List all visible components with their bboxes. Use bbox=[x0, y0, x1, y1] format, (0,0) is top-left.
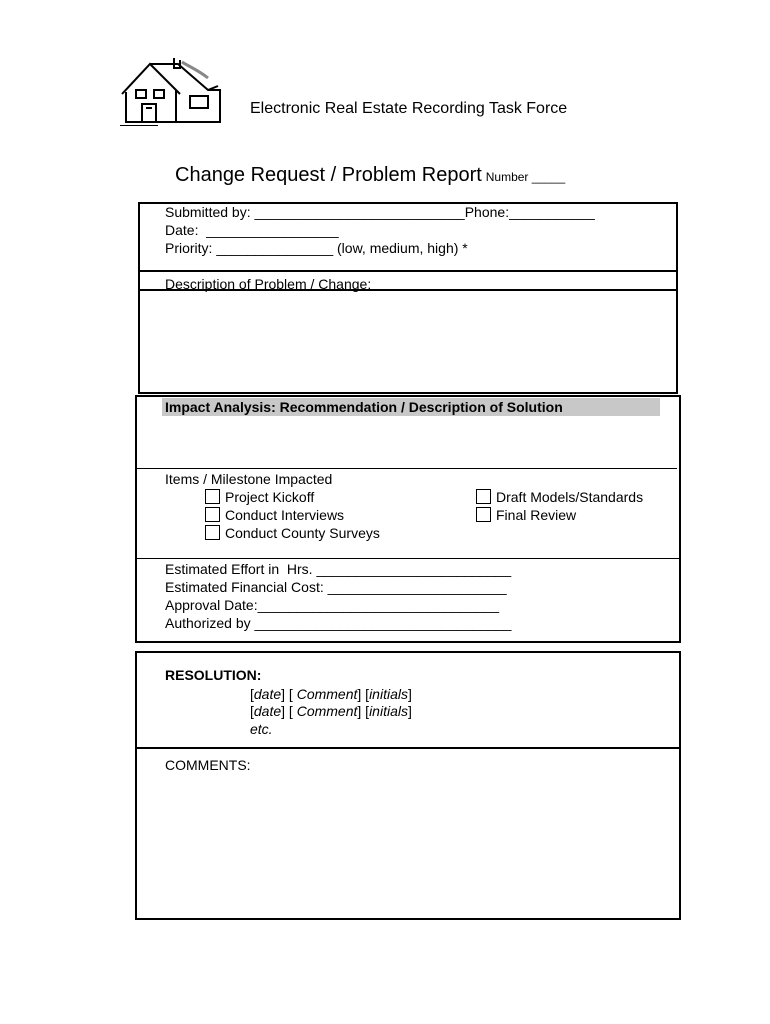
checkbox-final-review[interactable] bbox=[476, 507, 576, 523]
priority-field[interactable]: Priority: _______________ (low, medium, high) * bbox=[165, 240, 468, 256]
checkbox-draft-models[interactable] bbox=[476, 489, 643, 505]
comments-label: COMMENTS: bbox=[165, 757, 251, 773]
entry-initials: initials bbox=[369, 686, 408, 702]
entry-comment: Comment bbox=[296, 686, 358, 702]
checkbox-icon[interactable] bbox=[205, 525, 220, 540]
cost-field[interactable]: Estimated Financial Cost: _______________________ bbox=[165, 579, 507, 595]
impact-divider bbox=[137, 468, 677, 469]
checkbox-label: Project Kickoff bbox=[225, 489, 315, 505]
checkbox-icon[interactable] bbox=[476, 507, 491, 522]
entry-initials: initials bbox=[369, 703, 408, 719]
checkbox-icon[interactable] bbox=[205, 489, 220, 504]
effort-field[interactable]: Estimated Effort in Hrs. _________________________ bbox=[165, 561, 512, 577]
estimates-divider bbox=[137, 558, 679, 559]
entry-comment: Comment bbox=[296, 703, 358, 719]
checkbox-project-kickoff[interactable] bbox=[205, 489, 314, 505]
resolution-etc: etc. bbox=[250, 721, 273, 737]
checkbox-conduct-county-surveys[interactable] bbox=[205, 525, 380, 541]
items-label: Items / Milestone Impacted bbox=[165, 471, 333, 487]
org-title: Electronic Real Estate Recording Task Force bbox=[250, 100, 568, 117]
resolution-entry[interactable]: [date] [ Comment] [initials] bbox=[250, 686, 412, 702]
submitted-by-field[interactable]: Submitted by: ___________________________Phone:___________ bbox=[165, 204, 595, 220]
checkbox-icon[interactable] bbox=[205, 507, 220, 522]
approval-date-field[interactable]: Approval Date:_______________________________ bbox=[165, 597, 499, 613]
description-label: Description of Problem / Change: bbox=[165, 276, 372, 292]
checkbox-label: Conduct County Surveys bbox=[225, 525, 380, 541]
date-field[interactable]: Date: _________________ bbox=[165, 222, 339, 238]
checkbox-icon[interactable] bbox=[476, 489, 491, 504]
impact-text-area[interactable] bbox=[162, 418, 662, 466]
checkbox-label: Draft Models/Standards bbox=[496, 489, 644, 505]
number-field[interactable]: Number _____ bbox=[485, 170, 566, 184]
entry-date: date bbox=[253, 686, 282, 702]
comments-area[interactable] bbox=[162, 776, 672, 914]
resolution-heading: RESOLUTION: bbox=[165, 667, 262, 683]
checkbox-label: Final Review bbox=[496, 507, 577, 523]
house-sketch-icon bbox=[118, 56, 226, 126]
resolution-entry[interactable]: [date] [ Comment] [initials] bbox=[250, 703, 412, 719]
checkbox-label: Conduct Interviews bbox=[225, 507, 345, 523]
authorized-by-field[interactable]: Authorized by _________________________________ bbox=[165, 615, 512, 631]
resolution-divider bbox=[137, 747, 679, 749]
entry-date: date bbox=[253, 703, 282, 719]
page-title bbox=[175, 164, 565, 187]
form-title: Change Request / Problem Report bbox=[175, 164, 482, 186]
impact-heading: Impact Analysis: Recommendation / Description of Solution bbox=[165, 399, 563, 415]
checkbox-conduct-interviews[interactable] bbox=[205, 507, 344, 523]
